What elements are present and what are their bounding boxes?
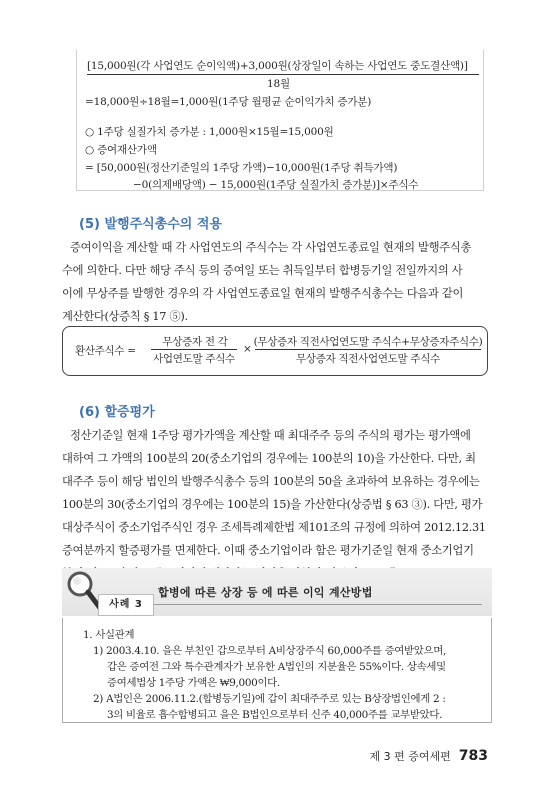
calc-numerator: [15,000원(각 사업연도 순이익액)+3,000원(상장일이 속하는 사업연도 중도결산액)] [87, 60, 468, 72]
formula-lhs: 환산주식수 = [75, 345, 136, 357]
formula-fraction-1-denominator: 사업연도말 주식수 [153, 353, 235, 365]
paragraph-line: 100분의 30(중소기업의 경우에는 100분의 15)을 가산한다(상증법 § 63 ③). 다만, 평가 [62, 498, 483, 511]
section-6-paragraph [62, 424, 494, 585]
case-divider [148, 604, 482, 605]
calc-item-1: ○ 1주당 실질가치 증가분 : 1,000원×15월=15,000원 [85, 126, 334, 138]
paragraph-line: 증여이익을 계산할 때 각 사업연도의 주식수는 각 사업연도종료일 현재의 발행주식총 [70, 241, 472, 254]
formula-fraction-2-numerator: (무상증자 직전사업연도말 주식수+무상증자주식수) [253, 336, 483, 348]
calc-item-2-line-1: = [50,000원(정산기준일의 1주당 가액)−10,000원(1주당 취득가액) [85, 162, 398, 174]
paragraph-line: 대상주식이 중소기업주식인 경우 조세특례제한법 제101조의 규정에 의하여 2012.12.31 [62, 521, 486, 534]
paragraph-line: 증여분까지 할증평가를 면제한다. 이때 중소기업이라 함은 평가기준일 현재 중소기업기 [62, 544, 474, 557]
chapter-label: 제 3 편 증여세편 [369, 750, 451, 763]
calc-item-2: ○ 증여재산가액 [85, 144, 157, 156]
case-box [62, 568, 492, 723]
formula-fraction-1-numerator: 무상증자 전 각 [162, 336, 228, 348]
case-line: 증여세법상 1주당 가액은 ₩9,000이다. [107, 677, 280, 689]
formula-box [62, 326, 488, 376]
paragraph-line: 정산기준일 현재 1주당 평가가액을 계산할 때 최대주주 등의 주식의 평가는 평가액에 [70, 429, 471, 442]
formula-fraction-1-bar [151, 349, 237, 350]
case-line: 2) A법인은 2006.11.2.(합병등기일)에 갑이 최대주주로 있는 B상장법인에게 2 : [93, 693, 446, 705]
case-line: 갑은 증여전 그와 특수관계자가 보유한 A법인의 지분율은 55%이다. 상속세및 [107, 661, 446, 673]
paragraph-line: 이에 무상주를 발행한 경우의 각 사업연도종료일 현재의 발행주식총수는 다음과 같이 [62, 287, 464, 300]
page-number: 783 [458, 748, 488, 764]
calc-result: =18,000원÷18월=1,000원(1주당 월평균 순이익가치 증가분) [85, 96, 372, 108]
case-line: 1) 2003.4.10. 을은 부친인 갑으로부터 A비상장주식 60,000주를 증여받았으며, [93, 645, 446, 657]
paragraph-line: 대하여 그 가액의 100분의 20(중소기업의 경우에는 100분의 10)을 가산한다. 다만, 최 [62, 452, 476, 465]
fraction-bar [87, 74, 479, 75]
paragraph-line: 대주주 등이 해당 법인의 발행주식총수 등의 100분의 50을 초과하여 보유하는 경우에는 [62, 475, 480, 488]
formula-fraction-2-bar [255, 349, 481, 350]
case-line: 3의 비율로 흡수합병되고 을은 B법인으로부터 신주 40,000주를 교부받았다. [107, 709, 443, 721]
formula-times: × [243, 343, 252, 355]
page-footer [370, 748, 488, 764]
formula-fraction-2-denominator: 무상증자 직전사업연도말 주식수 [296, 353, 440, 365]
paragraph-line: 계산한다(상증칙 § 17 ⑤). [62, 310, 188, 323]
section-5-heading: (5) 발행주식총수의 적용 [79, 217, 223, 232]
case-title: 합병에 따른 상장 등 에 따른 이익 계산방법 [158, 586, 373, 599]
calc-denominator: 18월 [267, 78, 290, 90]
calculation-box [76, 50, 484, 191]
paragraph-line: 수에 의한다. 다만 해당 주식 등의 증여일 또는 취득일부터 합병등기일 전일까지의 사 [62, 264, 463, 277]
section-6-heading: (6) 할증평가 [79, 405, 155, 420]
section-5-paragraph [62, 236, 494, 328]
case-body [62, 618, 492, 723]
case-sub-heading: 1. 사실관계 [83, 629, 135, 641]
calc-item-2-line-2: −0(의제배당액) − 15,000원(1주당 실질가치 증가분)]×주식수 [133, 179, 419, 191]
case-label: 사례 3 [98, 594, 154, 616]
